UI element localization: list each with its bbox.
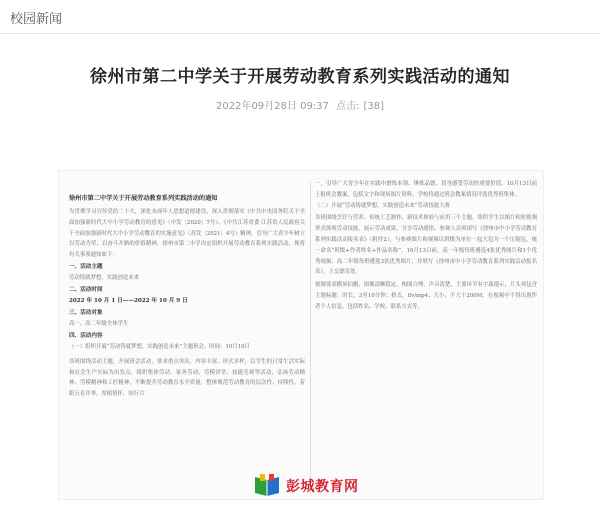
- article-title: 徐州市第二中学关于开展劳动教育系列实践活动的通知: [90, 67, 510, 87]
- page-divider: [310, 181, 311, 493]
- section-heading: 三、活动对象: [69, 309, 103, 316]
- watermark-logo: [252, 473, 359, 499]
- publish-date: 2022年09月28日 09:37: [216, 101, 329, 112]
- section-body: （一）组织开展“劳动铸就梦想，实践创造未来”主题班会。时间：10月10日: [69, 343, 250, 350]
- document-paragraph: 各班围绕烹饪与营养、传统工艺制作、新技术体验与应用三个主题，组织学生以图片和短视频形式体现劳动技能，展示劳动成果，分享劳动感悟。参赛人员须填写《徐州市中小学劳动教育系列实践活动报名表》（附件2），与参赛图片和视频以班级为单位一起大包为一个压缩包，统一命名“班级+作者姓名+作品名称”，10月13日前。高一年级每班遴选4张优秀图片和1个优秀视频，高二年级每班遴选3张优秀图片，并填写《徐州市中小学劳动教育系列实践活动报名表》，上交德育处。: [315, 215, 537, 276]
- watermark-brand: 彭城教育网: [286, 479, 359, 495]
- document-intro: 为贯彻学习宣传党的二十大，深化未成年人思想道德建设，深入贯彻落实《中共中央国务院关于全面加强新时代大中小学劳动教育的意见》（中发〔2020〕7号）、《中共江苏省委 江苏省人民政府关于全面加强新时代大中小学劳动教育的实施意见》（苏发〔2021〕4号）精神，引导广大青少年树立以劳动为荣、以奋斗开路的价值精神，徐州市第二中学决定组织开展劳动教育系列实践活动，现将有关事项通知如下：: [69, 209, 305, 259]
- book-icon: [252, 474, 282, 498]
- section-body: 2022 年 10 月 1 日——2022 年 10 月 9 日: [69, 297, 188, 304]
- document-paragraph: 各班围绕活动主题，开展班会活动，要求重点突出，内容丰富、形式多样，以学生的日常生活实际和社会生产实际为出发点，组织集体劳动、家务劳动、劳模讲堂、技能竞赛等活动，弘扬劳动精神、劳模精神和工匠精神，不断提升劳动教育水平质量，整体规范劳动教育的层次性、持续性，着眼五育并举，厚植情怀，知行合: [69, 358, 305, 398]
- views-label: 点击:: [336, 101, 360, 112]
- section-body: 高一、高二年级全体学生: [69, 320, 129, 327]
- section-heading: 四、活动内容: [69, 332, 103, 339]
- section-heading: 一、活动主题: [69, 263, 103, 270]
- article-meta: [0, 97, 600, 112]
- breadcrumb[interactable]: 校园新闻: [10, 12, 63, 27]
- document-page-right: [315, 171, 537, 500]
- document-scan: [58, 170, 544, 500]
- views-count: [38]: [363, 101, 384, 112]
- top-bar: [0, 0, 600, 34]
- sub-heading: （二）开展“劳动铸就梦想，实践创造未来”劳动技能大赛: [315, 202, 450, 209]
- section-heading: 二、活动时间: [69, 286, 103, 293]
- document-title: 徐州市第二中学关于开展劳动教育系列实践活动的通知: [69, 195, 218, 202]
- document-page-left: [69, 171, 305, 500]
- document-paragraph: 视频要求横屏拍摄，图像清晰稳定，构图合理，声音清楚，主要环节有字幕提示，片头须包含主题标题：时长，3至10分钟；格式，flv/mp4；大小，不大于200M。在视频中不得出现作者个人信息，包括姓名、学校、联系方式等。: [315, 282, 537, 310]
- document-paragraph: 一，引导广大青少年在实践中磨炼本领、锤炼品德，切身感受劳动的重要价值。10月13日前上报班会教案，包括文字和现场图片资料，学校将通过班会教案情况评选优秀班集体。: [315, 181, 537, 198]
- section-body: 劳动铸就梦想，实践创造未来: [69, 274, 140, 281]
